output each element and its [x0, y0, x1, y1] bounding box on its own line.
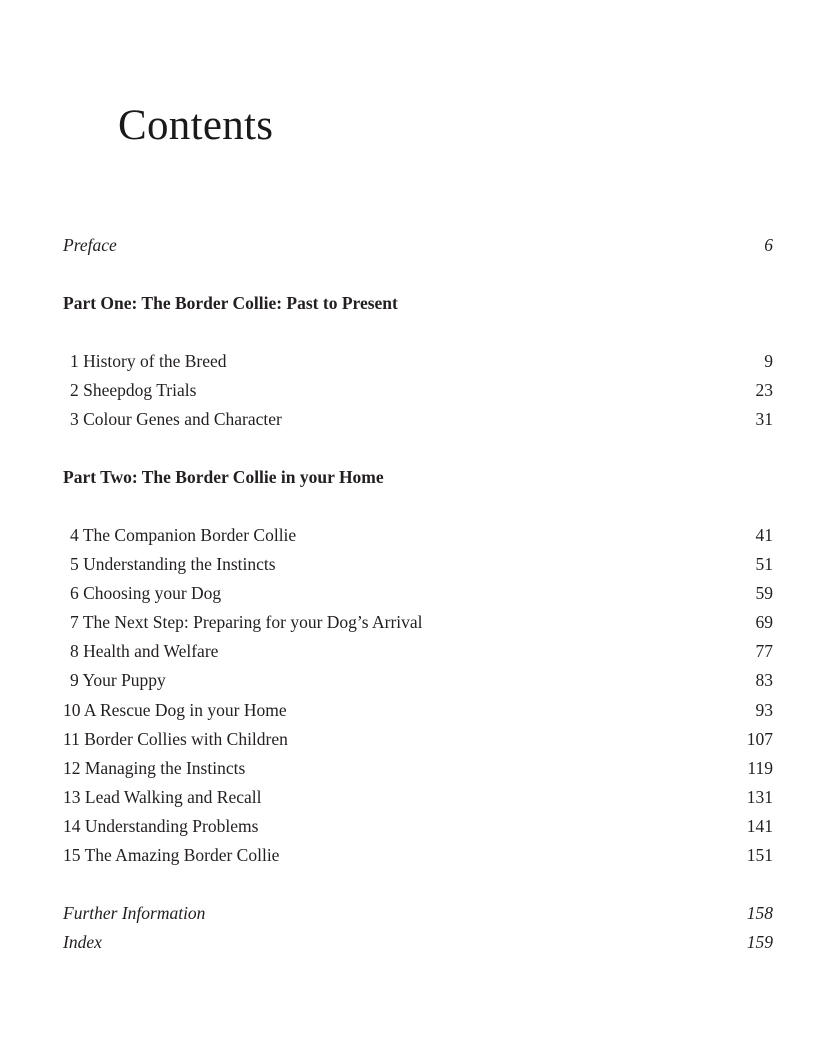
- toc-entry-label: Further Information: [63, 903, 206, 923]
- toc-entry-chapter-14[interactable]: [63, 814, 773, 838]
- toc-entry-label: [63, 814, 258, 838]
- chapter-title: The Next Step: Preparing for your Dog’s Arrival: [82, 612, 423, 632]
- toc-entry-label: [63, 843, 279, 867]
- toc-entry-label: [63, 639, 218, 663]
- toc-entry-chapter-9[interactable]: [63, 668, 773, 692]
- toc-entry-label: [63, 785, 261, 809]
- page-title: Contents: [118, 102, 274, 149]
- chapter-number: 12: [63, 758, 81, 778]
- toc-entry-label: Index: [63, 932, 102, 952]
- toc-entry-further-information[interactable]: [63, 901, 773, 925]
- chapter-number: 5: [70, 554, 79, 574]
- toc-entry-page-number: 131: [746, 787, 773, 807]
- toc-entry-page-number: 41: [755, 525, 773, 545]
- toc-entry-chapter-1[interactable]: [63, 349, 773, 373]
- toc-entry-index[interactable]: [63, 930, 773, 954]
- toc-entry-label: [63, 581, 221, 605]
- chapter-title: Managing the Instincts: [84, 758, 246, 778]
- chapter-number: 8: [70, 641, 79, 661]
- chapter-title: Understanding Problems: [84, 816, 259, 836]
- chapter-number: 7: [70, 612, 79, 632]
- toc-entry-page-number: 9: [764, 351, 773, 371]
- toc-entry-chapter-3[interactable]: [63, 407, 773, 431]
- toc-entry-chapter-2[interactable]: [63, 378, 773, 402]
- toc-entry-page-number: 158: [746, 903, 773, 923]
- toc-entry-label: [63, 698, 287, 722]
- chapter-number: 4: [70, 525, 79, 545]
- toc-entry-preface[interactable]: [63, 233, 773, 257]
- chapter-number: 9: [70, 670, 79, 690]
- toc-entry-label: [63, 552, 276, 576]
- toc-entry-page-number: 159: [746, 932, 773, 952]
- toc-entry-chapter-5[interactable]: [63, 552, 773, 576]
- toc-entry-page-number: 6: [764, 235, 773, 255]
- chapter-title: Colour Genes and Character: [83, 409, 282, 429]
- part-heading-two: Part Two: The Border Collie in your Home: [63, 467, 384, 487]
- toc-entry-page-number: 93: [755, 700, 773, 720]
- toc-entry-page-number: 151: [746, 845, 773, 865]
- toc-entry-label: [63, 756, 245, 780]
- chapter-number: 6: [70, 583, 79, 603]
- chapter-title: Understanding the Instincts: [83, 554, 276, 574]
- toc-entry-label: [63, 523, 296, 547]
- toc-entry-page-number: 51: [755, 554, 773, 574]
- toc-entry-page-number: 59: [755, 583, 773, 603]
- chapter-title: Sheepdog Trials: [83, 380, 197, 400]
- toc-entry-chapter-4[interactable]: [63, 523, 773, 547]
- chapter-number: 2: [70, 380, 79, 400]
- toc-entry-page-number: 141: [746, 816, 773, 836]
- toc-entry-chapter-11[interactable]: [63, 727, 773, 751]
- toc-entry-page-number: 119: [747, 758, 773, 778]
- toc-entry-label: Preface: [63, 235, 117, 255]
- toc-entry-label: [63, 349, 227, 373]
- toc-entry-chapter-6[interactable]: [63, 581, 773, 605]
- toc-entry-page-number: 77: [755, 641, 773, 661]
- chapter-title: Choosing your Dog: [83, 583, 222, 603]
- part-heading-one: Part One: The Border Collie: Past to Present: [63, 293, 398, 313]
- chapter-number: 1: [70, 351, 79, 371]
- chapter-title: The Amazing Border Collie: [84, 845, 280, 865]
- toc-entry-label: [63, 407, 282, 431]
- toc-entry-chapter-12[interactable]: [63, 756, 773, 780]
- toc-entry-page-number: 107: [746, 729, 773, 749]
- chapter-number: 13: [63, 787, 81, 807]
- toc-entry-page-number: 69: [755, 612, 773, 632]
- chapter-title: Health and Welfare: [83, 641, 219, 661]
- chapter-title: A Rescue Dog in your Home: [83, 700, 287, 720]
- chapter-number: 15: [63, 845, 81, 865]
- chapter-number: 10: [63, 700, 81, 720]
- toc-entry-chapter-7[interactable]: [63, 610, 773, 634]
- chapter-title: The Companion Border Collie: [82, 525, 297, 545]
- toc-entry-page-number: 31: [755, 409, 773, 429]
- toc-entry-chapter-8[interactable]: [63, 639, 773, 663]
- toc-entry-page-number: 23: [755, 380, 773, 400]
- chapter-title: Lead Walking and Recall: [84, 787, 262, 807]
- chapter-title: Border Collies with Children: [84, 729, 288, 749]
- chapter-title: Your Puppy: [82, 670, 166, 690]
- chapter-number: 3: [70, 409, 79, 429]
- chapter-number: 14: [63, 816, 81, 836]
- toc-entry-chapter-13[interactable]: [63, 785, 773, 809]
- toc-entry-label: [63, 727, 288, 751]
- toc-entry-label: [63, 668, 166, 692]
- toc-entry-chapter-10[interactable]: [63, 698, 773, 722]
- chapter-title: History of the Breed: [83, 351, 227, 371]
- toc-entry-label: [63, 378, 196, 402]
- toc-entry-page-number: 83: [755, 670, 773, 690]
- toc-entry-chapter-15[interactable]: [63, 843, 773, 867]
- toc-entry-label: [63, 610, 423, 634]
- chapter-number: 11: [63, 729, 80, 749]
